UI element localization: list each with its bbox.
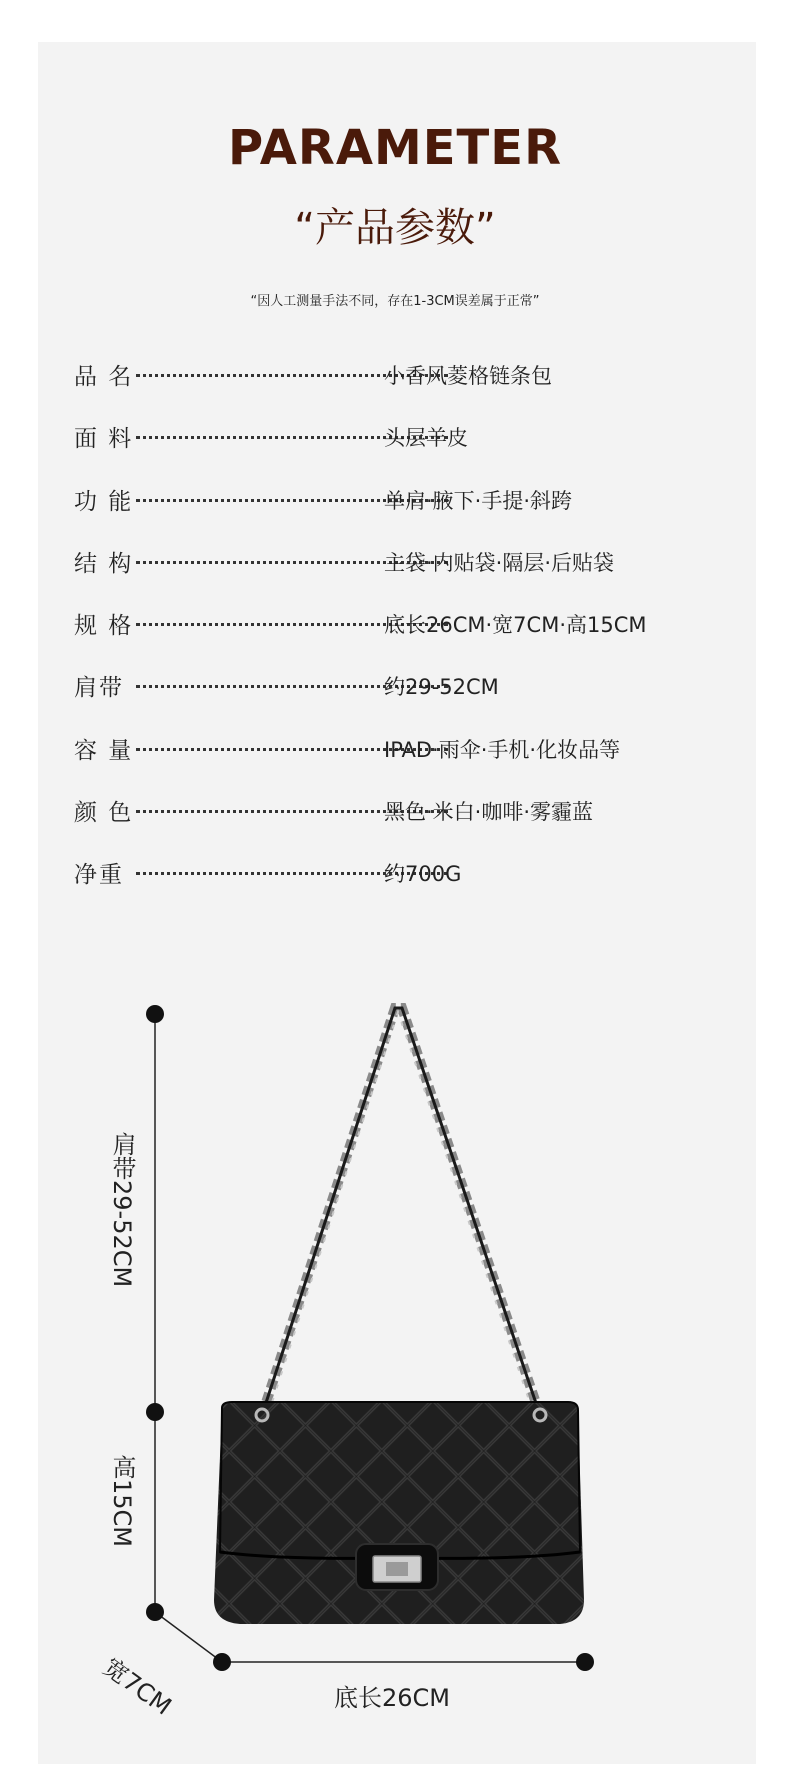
- chain-strap: [262, 1008, 540, 1415]
- param-label: 肩带: [74, 675, 124, 702]
- title-english: PARAMETER: [227, 120, 563, 176]
- param-value: 头层羊皮: [384, 426, 468, 451]
- param-label: 面 料: [74, 426, 134, 453]
- param-value: 约29-52CM: [384, 675, 499, 700]
- param-value: 小香风菱格链条包: [384, 364, 552, 388]
- param-label: 规 格: [74, 613, 134, 640]
- param-value: 黑色·米白·咖啡·雾霾蓝: [384, 800, 594, 825]
- title-chinese: “产品参数”: [294, 205, 496, 251]
- param-label: 结 构: [74, 550, 134, 577]
- param-value: 单肩·腋下·手提·斜跨: [384, 488, 573, 513]
- param-value: 约700G: [384, 862, 462, 887]
- measurement-note: “因人工测量手法不同，存在1-3CM误差属于正常”: [250, 294, 540, 309]
- param-label: 品 名: [74, 364, 134, 390]
- turn-lock-clasp: [356, 1544, 438, 1590]
- param-value: 主袋·内贴袋·隔层·后贴袋: [384, 550, 615, 575]
- strap-dimension-label: 肩带29-52CM: [108, 1132, 136, 1288]
- length-dimension-label: 底长26CM: [334, 1684, 451, 1712]
- param-label: 容 量: [74, 737, 134, 764]
- param-label: 净重: [74, 862, 124, 889]
- param-label: 功 能: [74, 488, 134, 515]
- param-value: IPAD·雨伞·手机·化妆品等: [384, 737, 621, 762]
- param-value: 底长26CM·宽7CM·高15CM: [384, 613, 647, 638]
- height-dimension-label: 高15CM: [108, 1455, 136, 1548]
- param-label: 颜 色: [74, 800, 134, 827]
- width-dimension-label: 宽7CM: [98, 1652, 177, 1721]
